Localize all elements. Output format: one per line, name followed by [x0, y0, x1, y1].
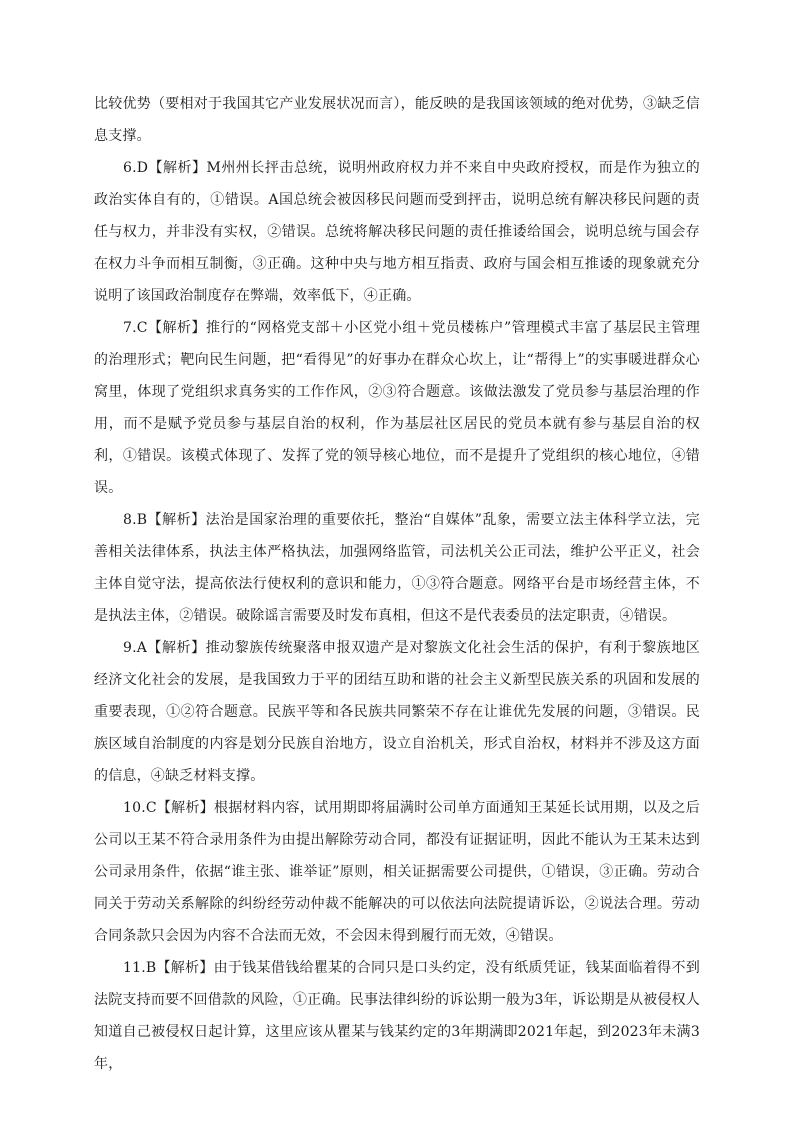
paragraph-answer-6: 6.D【解析】M州州长抨击总统，说明州政府权力并不来自中央政府授权，而是作为独立的政治实体自有的，①错误。A国总统会被因移民问题而受到抨击，说明总统有解决移民问题的责任与权力，并非没有实权，②错误。总统将解决移民问题的责任推诿给国会，说明总统与国会存在权力斗争而相互制衡，③正确。这种中央与地方相互指责、政府与国会相互推诿的现象就充分说明了该国政治制度存在弊端，效率低下，④正确。 — [94, 160, 700, 304]
paragraph-answer-11: 11.B【解析】由于钱某借钱给瞿某的合同只是口头约定，没有纸质凭证，钱某面临着得不到法院支持而要不回借款的风险，①正确。民事法律纠纷的诉讼期一般为3年，诉讼期是从被侵权人知道自己被侵权日起计算，这里应该从瞿某与钱某约定的3年期满即2021年起，到2023年未满3年， — [94, 960, 700, 1072]
paragraph-answer-10: 10.C【解析】根据材料内容，试用期即将届满时公司单方面通知王某延长试用期，以及之后公司以王某不符合录用条件为由提出解除劳动合同，都没有证据证明，因此不能认为王某未达到公司录用条件，依据“谁主张、谁举证”原则，相关证据需要公司提供，①错误，③正确。劳动合同关于劳动关系解除的纠纷经劳动仲裁不能解决的可以依法向法院提请诉讼，②说法合理。劳动合同条款只会因为内容不合法而无效，不会因未得到履行而无效，④错误。 — [94, 800, 700, 944]
paragraph-answer-7: 7.C【解析】推行的“网格党支部＋小区党小组＋党员楼栋户”管理模式丰富了基层民主管理的治理形式；靶向民生问题，把“看得见”的好事办在群众心坎上，让“帮得上”的实事暖进群众心窝里，体现了党组织求真务实的工作作风，②③符合题意。该做法激发了党员参与基层治理的作用，而不是赋予党员参与基层自治的权利，作为基层社区居民的党员本就有参与基层自治的权利，①错误。该模式体现了、发挥了党的领导核心地位，而不是提升了党组织的核心地位，④错误。 — [94, 320, 700, 496]
paragraph-answer-8: 8.B【解析】法治是国家治理的重要依托，整治“自媒体”乱象，需要立法主体科学立法，完善相关法律体系，执法主体严格执法，加强网络监管，司法机关公正司法，维护公平正义，社会主体自觉守法，提高依法行使权利的意识和能力，①③符合题意。网络平台是市场经营主体，不是执法主体，②错误。破除谣言需要及时发布真相，但这不是代表委员的法定职责，④错误。 — [94, 512, 700, 624]
paragraph-continuation: 比较优势（要相对于我国其它产业发展状况而言），能反映的是我国该领域的绝对优势，③缺乏信息支撑。 — [94, 96, 700, 144]
paragraph-answer-9: 9.A【解析】推动黎族传统聚落申报双遗产是对黎族文化社会生活的保护，有利于黎族地区经济文化社会的发展，是我国致力于平的团结互助和谐的社会主义新型民族关系的巩固和发展的重要表现，①②符合题意。民族平等和各民族共同繁荣不存在让谁优先发展的问题，③错误。民族区域自治制度的内容是划分民族自治地方，设立自治机关，形式自治权，材料并不涉及这方面的信息，④缺乏材料支撑。 — [94, 640, 700, 784]
document-page — [94, 88, 700, 1080]
